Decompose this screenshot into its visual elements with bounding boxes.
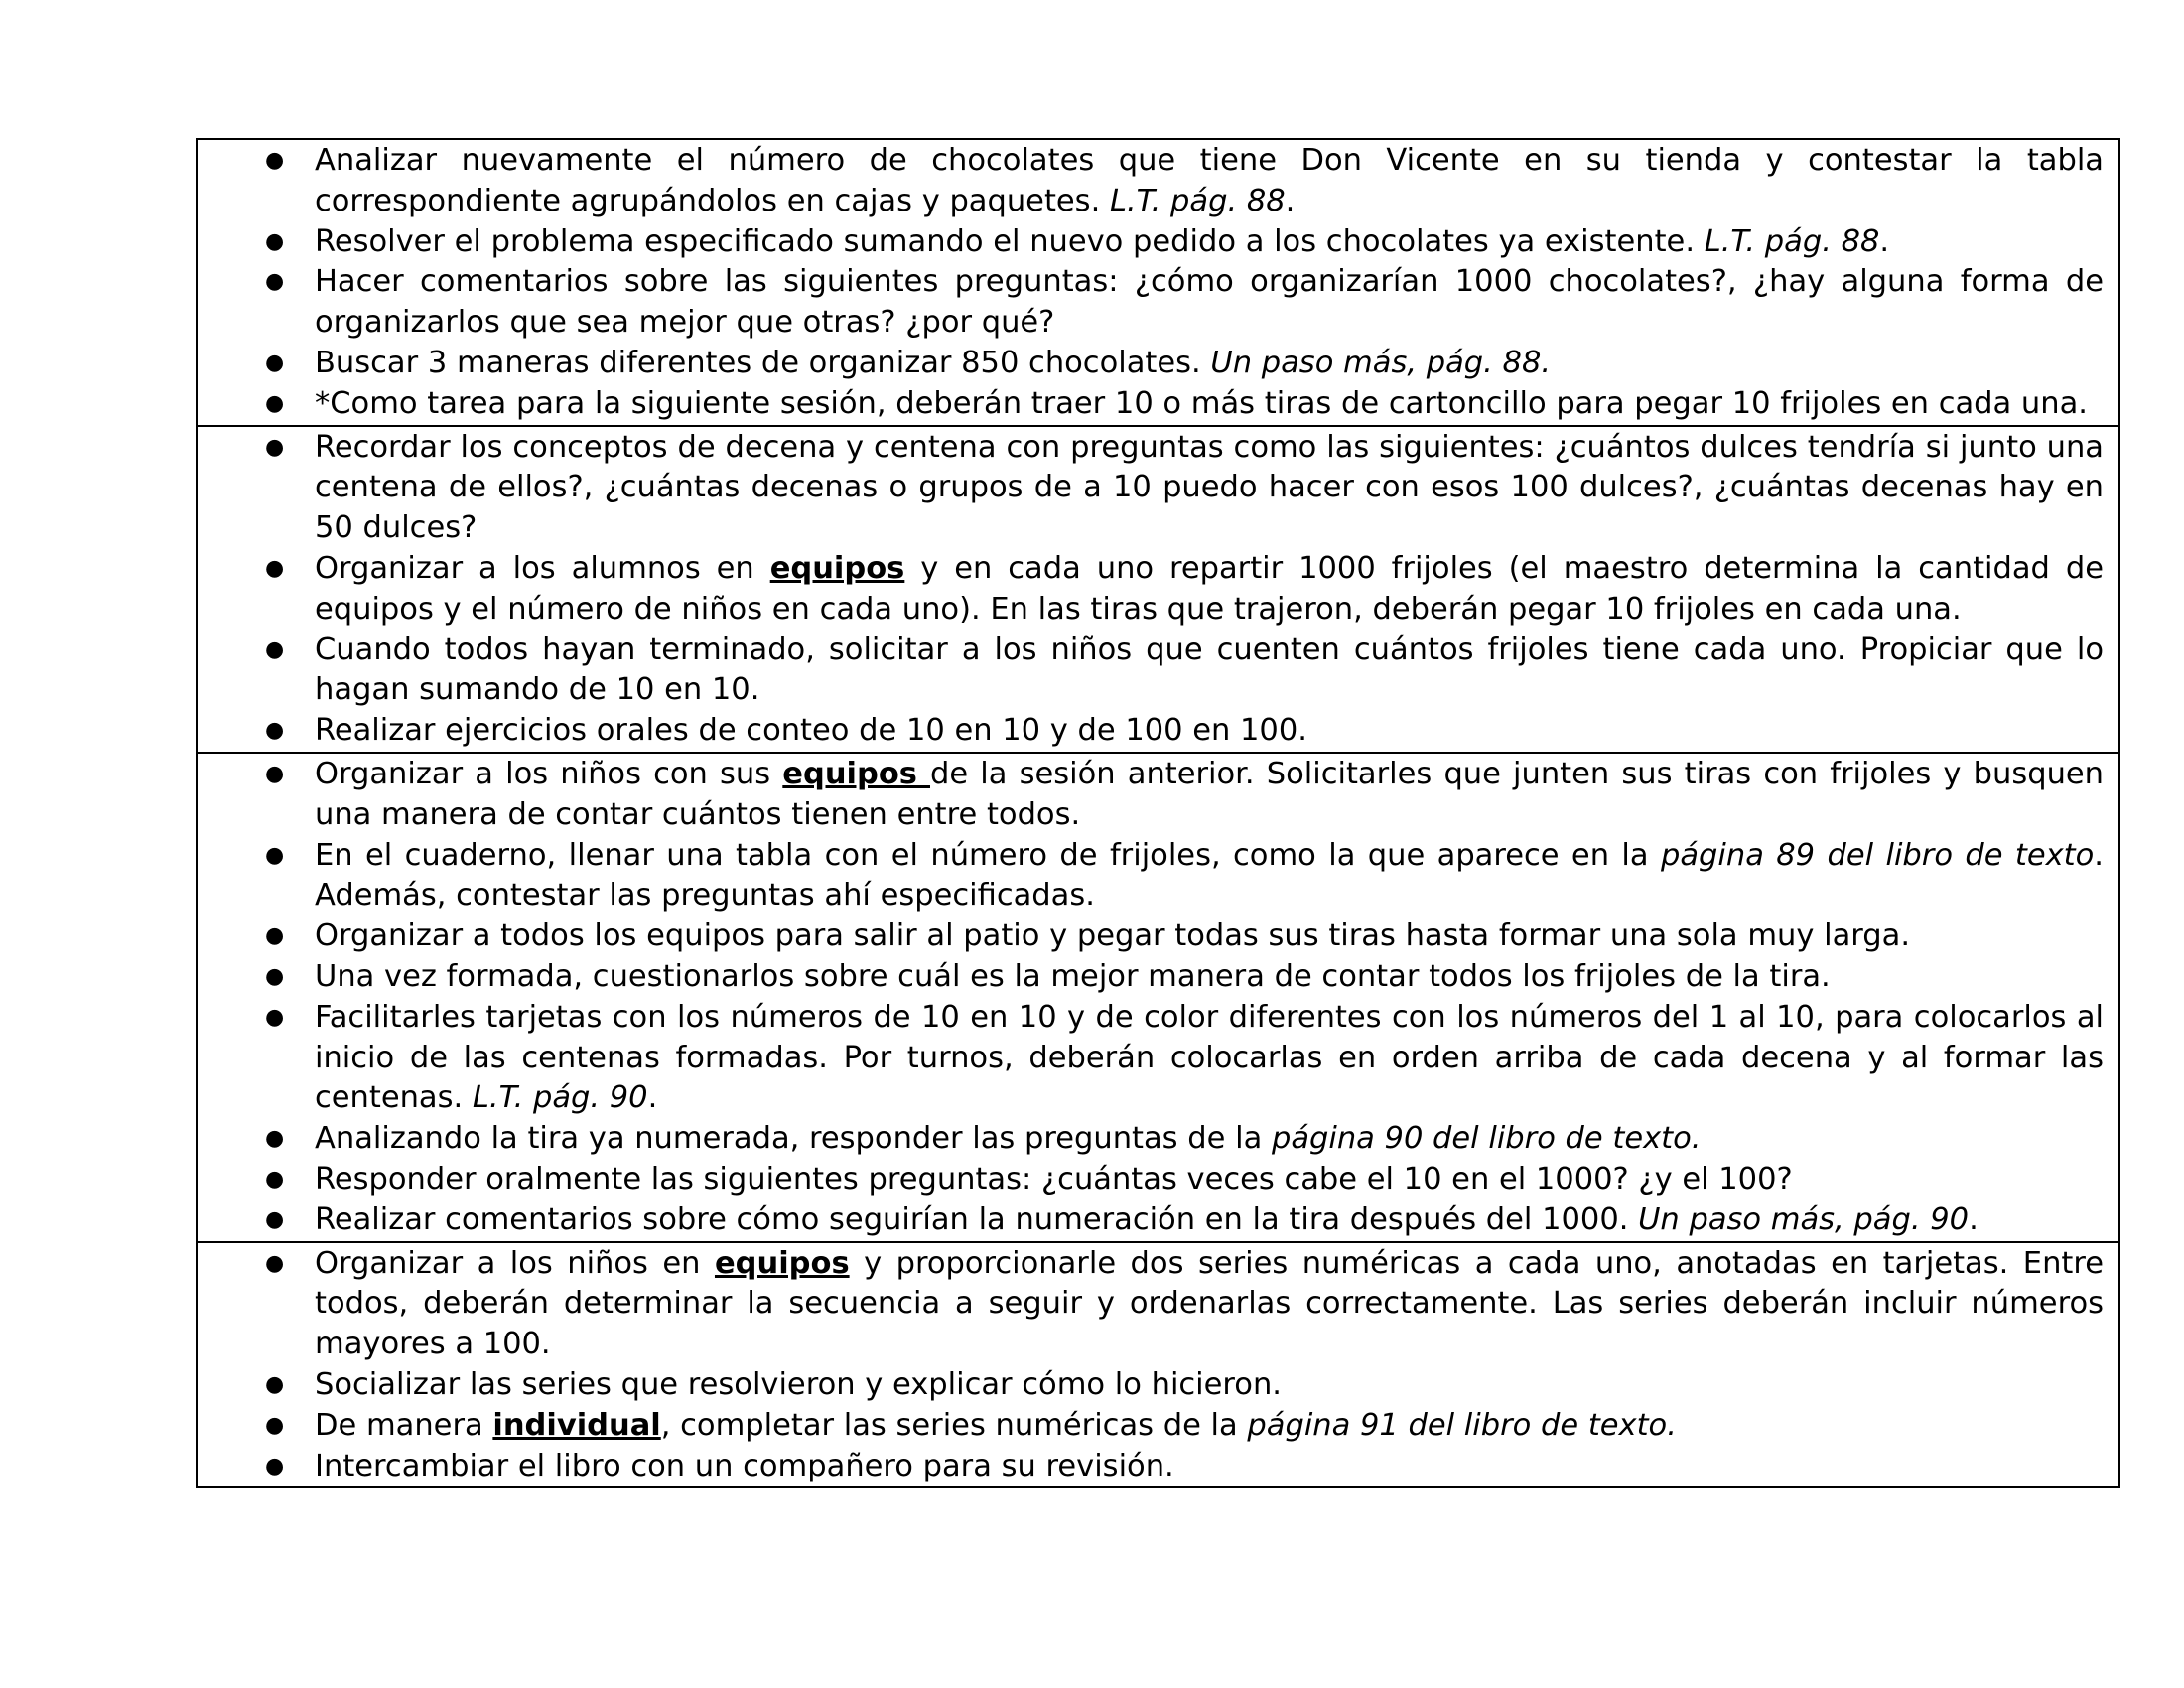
bullet-icon: ● [265, 1371, 285, 1397]
item-text [315, 1000, 2104, 1116]
text-segment: y en cada uno repartir 1000 frijoles (el maestro determina la cantidad de equipos y el número de niños en cada uno). En las tiras que trajeron, deberán pegar 10 frijoles en cada una. [315, 550, 2104, 627]
text-segment: Socializar las series que resolvieron y explicar cómo lo hicieron. [315, 1366, 1282, 1402]
text-segment-emphasis: individual [492, 1407, 661, 1443]
text-segment: En el cuaderno, llenar una tabla con el número de frijoles, como la que aparece en la [315, 837, 1661, 873]
text-segment: Intercambiar el libro con un compañero para su revisión. [315, 1448, 1174, 1483]
text-segment: Facilitarles tarjetas con los números de 10 en 10 y de color diferentes con los números del 1 al 10, para colocarlos al inicio de las centenas formadas. Por turnos, deberán colocarlas en orden arriba de cada decena y al formar las centenas. [315, 999, 2104, 1116]
bullet-icon: ● [265, 269, 285, 295]
text-segment: , completar las series numéricas de la [660, 1407, 1248, 1443]
list-item [198, 916, 2104, 957]
text-segment-italic: L.T. pág. 90 [472, 1080, 648, 1116]
activity-list [198, 1244, 2104, 1487]
item-text [315, 1449, 1174, 1483]
text-segment-italic: página 89 del libro de texto [1660, 837, 2095, 873]
text-segment-italic: página 91 del libro de texto. [1247, 1407, 1677, 1443]
list-item [198, 1447, 2104, 1487]
item-text [315, 264, 2104, 340]
item-text [315, 838, 2104, 914]
text-segment: Realizar ejercicios orales de conteo de 10 en 10 y de 100 en 100. [315, 713, 1307, 749]
bullet-icon: ● [265, 390, 285, 416]
text-segment: . [647, 1080, 658, 1116]
bullet-icon: ● [265, 1004, 285, 1030]
text-segment-italic: Un paso más, pág. 88. [1210, 345, 1552, 380]
bullet-icon: ● [265, 148, 285, 173]
bullet-icon: ● [265, 636, 285, 662]
text-segment: Organizar a todos los equipos para salir al patio y pegar todas sus tiras hasta formar una sola muy larga. [315, 918, 1911, 954]
activity-list [198, 755, 2104, 1241]
bullet-icon: ● [265, 718, 285, 744]
list-item [198, 384, 2104, 425]
text-segment: Cuando todos hayan terminado, solicitar a los niños que cuenten cuántos frijoles tiene cada uno. Propiciar que lo hagan sumando de 10 en 10. [315, 632, 2104, 708]
list-item [198, 998, 2104, 1119]
text-segment-emphasis: equipos [714, 1245, 850, 1281]
item-text [315, 1367, 1282, 1402]
text-segment-italic: L.T. pág. 88 [1704, 223, 1880, 259]
list-item [198, 711, 2104, 752]
text-segment: . [1285, 183, 1296, 218]
bullet-icon: ● [265, 1126, 285, 1152]
bullet-icon: ● [265, 1166, 285, 1192]
text-segment: Hacer comentarios sobre las siguientes preguntas: ¿cómo organizarían 1000 chocolates?, ¿hay alguna forma de organizarlos que sea mejor que otras? ¿por qué? [315, 264, 2104, 341]
item-text [315, 1408, 1677, 1443]
session-row [198, 425, 2118, 752]
list-item [198, 836, 2104, 917]
item-text [315, 143, 2104, 218]
list-item [198, 1365, 2104, 1406]
text-segment: y proporcionarle dos series numéricas a cada uno, anotadas en tarjetas. Entre todos, deberán determinar la secuencia a seguir y ordenarlas correctamente. Las series deberán incluir números mayores a 100. [315, 1245, 2104, 1362]
text-segment: . [1879, 223, 1890, 259]
item-text [315, 346, 1551, 380]
list-item [198, 755, 2104, 836]
item-text [315, 1162, 1793, 1196]
text-segment: Resolver el problema especificado sumando el nuevo pedido a los chocolates ya existente. [315, 223, 1705, 259]
list-item [198, 141, 2104, 222]
item-text [315, 633, 2104, 708]
list-item [198, 631, 2104, 712]
text-segment: Realizar comentarios sobre cómo seguirían la numeración en la tira después del 1000. [315, 1201, 1639, 1237]
text-segment: Una vez formada, cuestionarlos sobre cuál es la mejor manera de contar todos los frijoles de la tira. [315, 958, 1831, 994]
list-item [198, 344, 2104, 384]
item-text [315, 551, 2104, 627]
text-segment-italic: L.T. pág. 88 [1109, 183, 1286, 218]
text-segment: De manera [315, 1407, 493, 1443]
text-segment: Como tarea para la siguiente sesión, deberán traer 10 o más tiras de cartoncillo para pegar 10 frijoles en cada una. [330, 385, 2088, 421]
list-item [198, 1406, 2104, 1447]
bullet-icon: ● [265, 1412, 285, 1438]
list-item [198, 1160, 2104, 1200]
list-item [198, 1244, 2104, 1365]
bullet-icon: ● [265, 1250, 285, 1276]
bullet-icon: ● [265, 1453, 285, 1478]
item-text [315, 430, 2104, 546]
text-segment: Organizar a los niños con sus [315, 756, 783, 791]
text-segment: Recordar los conceptos de decena y centena con preguntas como las siguientes: ¿cuántos dulces tendría si junto una centena de ellos?, ¿cuántas decenas o grupos de a 10 puedo hacer con esos 100 dulces?, ¿cuántas decenas hay en 50 dulces? [315, 429, 2104, 546]
bullet-icon: ● [265, 923, 285, 949]
session-row [198, 140, 2118, 425]
list-item [198, 957, 2104, 998]
text-segment: . [1969, 1201, 1979, 1237]
text-segment: Analizando la tira ya numerada, responder las preguntas de la [315, 1121, 1272, 1157]
text-segment-italic: * [315, 385, 331, 421]
session-row [198, 1241, 2118, 1487]
item-text [315, 224, 1889, 259]
bullet-icon: ● [265, 842, 285, 868]
bullet-icon: ● [265, 228, 285, 254]
list-item [198, 549, 2104, 631]
item-text [315, 918, 1910, 953]
list-item [198, 222, 2104, 263]
text-segment: Analizar nuevamente el número de chocolates que tiene Don Vicente en su tienda y contestar la tabla correspondiente agrupándolos en cajas y paquetes. [315, 143, 2104, 218]
item-text [315, 1202, 1979, 1237]
bullet-icon: ● [265, 555, 285, 581]
text-segment: Organizar a los niños en [315, 1245, 715, 1281]
item-text [315, 959, 1831, 994]
bullet-icon: ● [265, 761, 285, 786]
text-segment: Buscar 3 maneras diferentes de organizar 850 chocolates. [315, 345, 1211, 380]
text-segment: de la sesión anterior. Solicitarles que junten sus tiras con frijoles y busquen una manera de contar cuántos tienen entre todos. [315, 756, 2104, 832]
text-segment-emphasis: equipos [782, 756, 930, 791]
item-text [315, 386, 2088, 421]
item-text [315, 1246, 2104, 1362]
text-segment: Responder oralmente las siguientes preguntas: ¿cuántas veces cabe el 10 en el 1000? ¿y el 100? [315, 1161, 1793, 1196]
item-text [315, 713, 1307, 748]
bullet-icon: ● [265, 434, 285, 460]
list-item [198, 1200, 2104, 1241]
session-row [198, 752, 2118, 1241]
item-text [315, 757, 2104, 832]
text-segment-italic: Un paso más, pág. 90 [1638, 1201, 1970, 1237]
bullet-icon: ● [265, 350, 285, 375]
list-item [198, 1119, 2104, 1160]
activities-table [196, 138, 2120, 1488]
text-segment: . Además, contestar las preguntas ahí especificadas. [315, 837, 2104, 914]
item-text [315, 1121, 1701, 1156]
text-segment-italic: página 90 del libro de texto. [1271, 1121, 1702, 1157]
list-item [198, 262, 2104, 344]
activity-list [198, 141, 2104, 425]
text-segment-emphasis: equipos [769, 550, 905, 586]
bullet-icon: ● [265, 963, 285, 989]
list-item [198, 428, 2104, 549]
text-segment: Organizar a los alumnos en [315, 550, 770, 586]
bullet-icon: ● [265, 1206, 285, 1232]
activity-list [198, 428, 2104, 752]
